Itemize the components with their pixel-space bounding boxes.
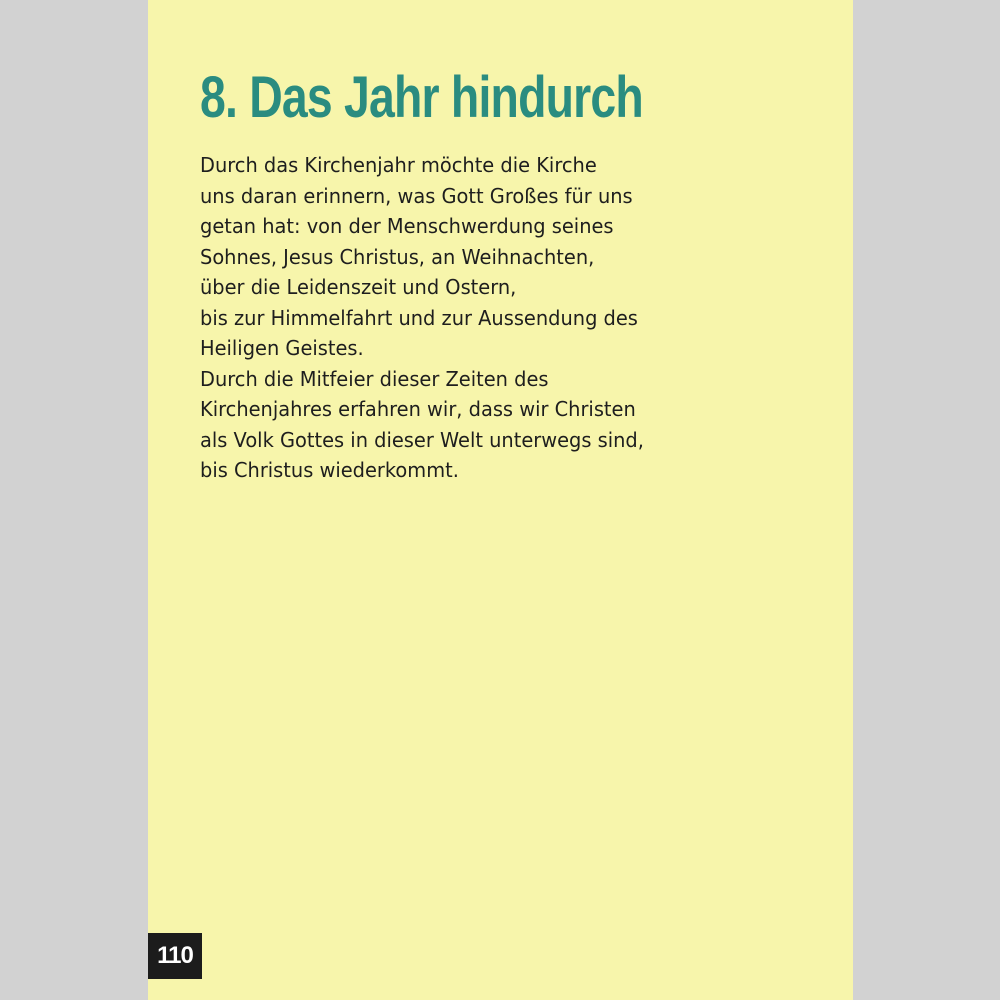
- body-line: als Volk Gottes in dieser Welt unterwegs sind,: [200, 427, 644, 452]
- body-line: bis zur Himmelfahrt und zur Aussendung des: [200, 305, 638, 330]
- body-line: getan hat: von der Menschwerdung seines: [200, 214, 614, 238]
- body-line: über die Leidenszeit und Ostern,: [200, 275, 517, 299]
- body-line: Heiligen Geistes.: [200, 336, 364, 360]
- page-title: 8. Das Jahr hindurch: [200, 65, 643, 130]
- body-line: Sohnes, Jesus Christus, an Weihnachten,: [200, 244, 595, 269]
- body-line: uns daran erinnern, was Gott Großes für uns: [200, 183, 633, 208]
- body-line: Kirchenjahres erfahren wir, dass wir Christen: [200, 397, 636, 421]
- body-line: bis Christus wiederkommt.: [200, 458, 459, 482]
- book-page: [148, 0, 853, 1000]
- body-text: [200, 150, 760, 486]
- body-line: Durch das Kirchenjahr möchte die Kirche: [200, 153, 597, 177]
- body-line: Durch die Mitfeier dieser Zeiten des: [200, 366, 549, 391]
- page-number: 110: [148, 933, 202, 979]
